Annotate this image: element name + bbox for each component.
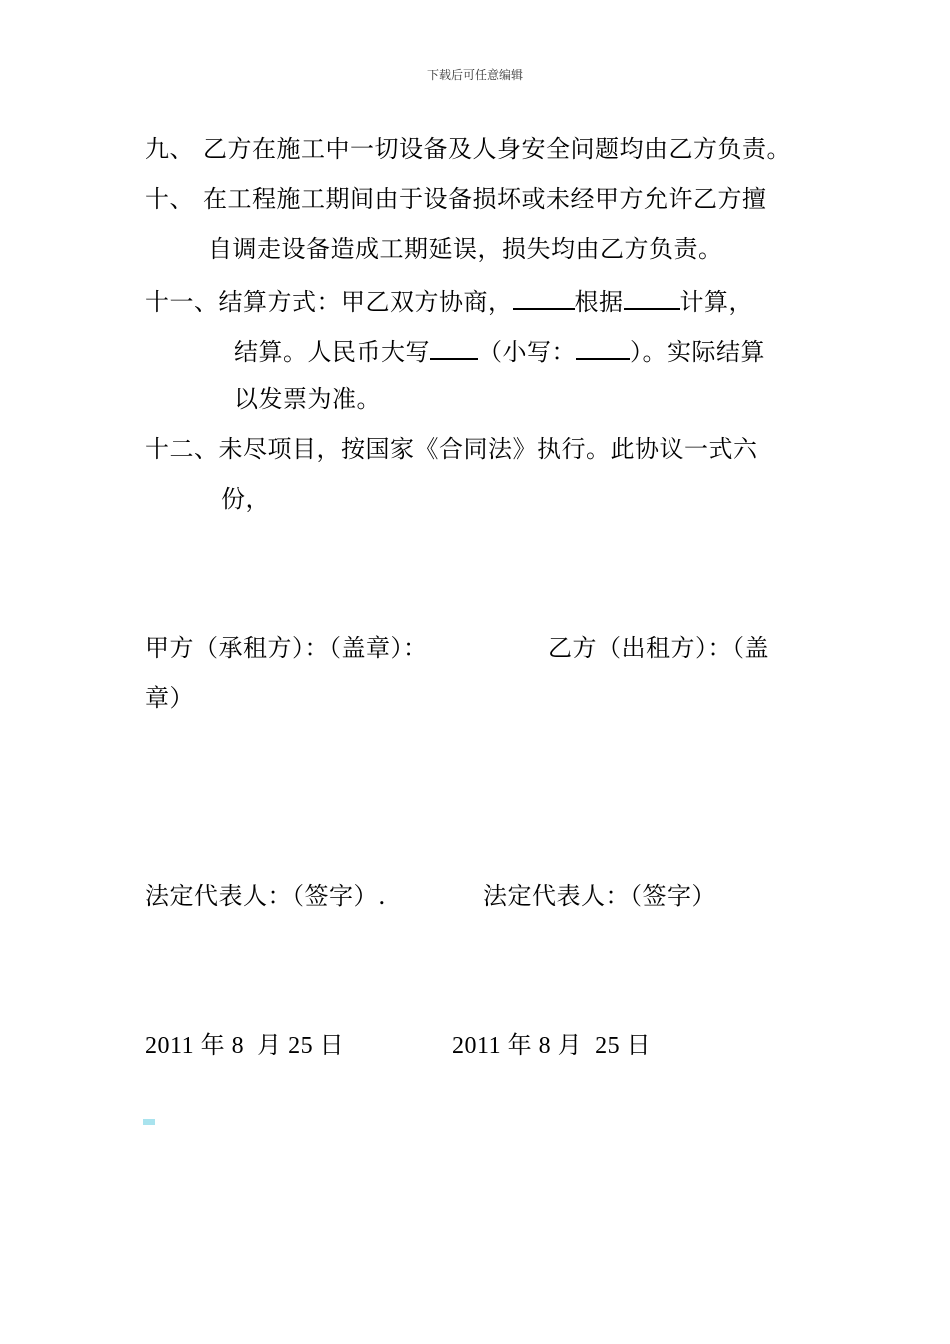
clause-11-line-3: 以发票为准。 (234, 385, 381, 413)
party-b-seal-label: 乙方（出租方）：（盖 (548, 634, 769, 662)
blank-amount-words[interactable] (430, 334, 478, 360)
clause-9 (145, 134, 791, 164)
clause-11-text-2b: （小写： (478, 338, 576, 366)
clause-10-line-1 (145, 184, 767, 214)
clause-12-line-1 (145, 434, 758, 464)
party-b-representative-label: 法定代表人：（签字） (483, 882, 716, 910)
party-a-date: 2011 年 8 月 25 日 (145, 1033, 345, 1059)
clause-11-text-2a: 结算。人民币大写 (234, 338, 430, 366)
clause-11-text-1a: 结算方式：甲乙双方协商， (218, 288, 513, 316)
clause-11-number: 十一、 (145, 288, 219, 316)
party-a-seal-label: 甲方（承租方）：（盖章）： (145, 634, 428, 662)
party-a-representative-label: 法定代表人：（签字）. (145, 882, 387, 910)
clause-11-text-2c: ）。实际结算 (630, 338, 765, 366)
page-header-note: 下载后可任意编辑 (426, 68, 523, 82)
clause-12-text-1: 未尽项目，按国家《合同法》执行。此协议一式六 (218, 435, 758, 463)
blank-calculation[interactable] (624, 284, 680, 310)
clause-11-line-1 (145, 284, 753, 317)
blank-amount-figures[interactable] (576, 334, 630, 360)
clause-11-text-1c: 计算， (679, 288, 753, 316)
clause-9-number: 九、 (145, 135, 194, 163)
clause-11-line-2 (234, 334, 765, 367)
clause-10-number: 十、 (145, 185, 194, 213)
clause-9-text: 乙方在施工中一切设备及人身安全问题均由乙方负责。 (203, 135, 791, 163)
party-b-date: 2011 年 8 月 25 日 (452, 1033, 652, 1059)
blank-basis[interactable] (513, 284, 575, 310)
party-b-seal-label-cont: 章） (145, 684, 194, 712)
clause-12-number: 十二、 (145, 435, 219, 463)
clause-11-text-1b: 根据 (574, 288, 624, 316)
clause-10-line-2: 自调走设备造成工期延误，损失均由乙方负责。 (208, 235, 723, 263)
cursor-marker (143, 1119, 155, 1125)
clause-10-text-1: 在工程施工期间由于设备损坏或未经甲方允许乙方擅 (203, 185, 767, 213)
clause-12-line-2: 份， (221, 485, 270, 513)
